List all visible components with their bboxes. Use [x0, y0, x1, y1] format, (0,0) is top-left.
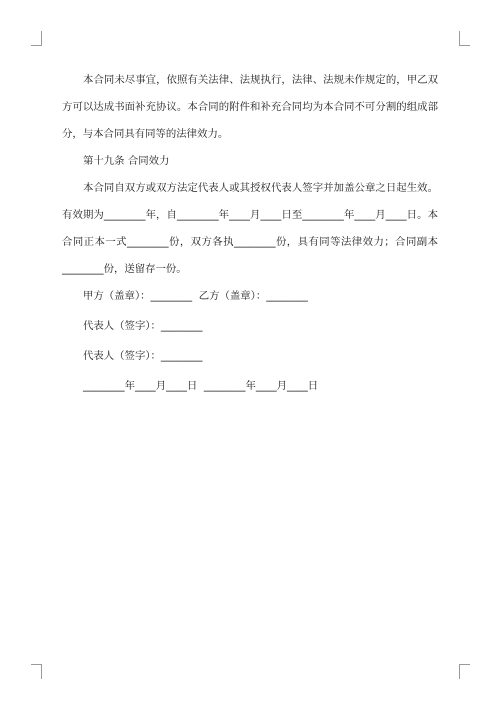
crop-mark-bottom-right [459, 664, 470, 679]
party-seal-line: 甲方（盖章）：________ 乙方（盖章）：________ [83, 290, 308, 302]
article-heading: 第十九条 合同效力 [83, 155, 170, 167]
crop-mark-top-left [31, 31, 42, 46]
supplementary-clause-paragraph: 本合同未尽事宜，依照有关法律、法规执行，法律、法规未作规定的，甲乙双方可以达成书面补充协议。本合同的附件和补充合同均为本合同不可分割的组成部分，与本合同具有同等的法律效力。 [62, 74, 438, 140]
document-body [62, 67, 438, 403]
crop-mark-bottom-left [31, 664, 42, 679]
crop-mark-top-right [459, 31, 470, 46]
signature-date-line: ________年____月____日 ________年____月____日 [83, 380, 319, 392]
representative-signature-line-1: 代表人（签字）：________ [83, 320, 203, 332]
representative-signature-line-2: 代表人（签字）：________ [83, 350, 203, 362]
contract-effect-paragraph: 本合同自双方或双方法定代表人或其授权代表人签字并加盖公章之日起生效。有效期为________年，自________年____月____日至________年____月____日。本合同正本一式________份，双方各执________份，具有同等法律效力；合同副本________份，送留存一份。 [62, 182, 438, 275]
